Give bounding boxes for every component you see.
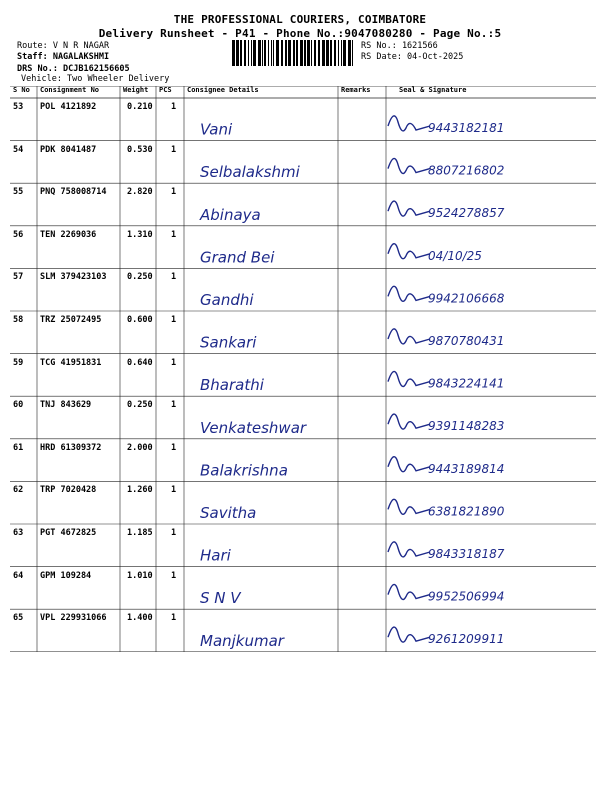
signature-scribble bbox=[388, 371, 430, 386]
row-consignment-no: TRZ 25072495 bbox=[40, 315, 102, 325]
row-pcs: 1 bbox=[171, 570, 177, 581]
signature-scribble bbox=[388, 201, 430, 216]
signature-scribble bbox=[388, 542, 430, 557]
row-pcs: 1 bbox=[171, 357, 177, 368]
row-weight: 0.640 bbox=[127, 357, 153, 368]
row-consignment-no: VPL 229931066 bbox=[40, 613, 107, 624]
consignee-name-handwritten: Grand Bei bbox=[200, 248, 275, 267]
signature-phone-handwritten: 9942106668 bbox=[428, 291, 505, 306]
consignee-name-handwritten: Manjkumar bbox=[200, 631, 284, 650]
signature-phone-handwritten: 9524278857 bbox=[428, 206, 505, 221]
signature-scribble bbox=[388, 116, 430, 131]
row-weight: 1.310 bbox=[127, 229, 153, 240]
consignee-name-handwritten: Vani bbox=[200, 120, 233, 139]
signature-scribble bbox=[388, 414, 430, 429]
signature-scribble bbox=[388, 244, 430, 259]
signature-phone-handwritten: 8807216802 bbox=[428, 163, 505, 178]
consignee-name-handwritten: Venkateshwar bbox=[200, 418, 307, 437]
signature-scribble bbox=[388, 158, 430, 173]
row-consignment-no: SLM 379423103 bbox=[40, 272, 107, 283]
col-header-sno: S No bbox=[13, 86, 30, 94]
row-pcs: 1 bbox=[171, 187, 177, 198]
row-pcs: 1 bbox=[171, 528, 177, 538]
barcode-icon bbox=[232, 40, 356, 66]
row-sno: 61 bbox=[13, 442, 24, 453]
signature-scribble bbox=[388, 329, 430, 344]
consignee-name-handwritten: Selbalakshmi bbox=[200, 163, 300, 182]
row-pcs: 1 bbox=[171, 144, 177, 155]
col-header-pcs: PCS bbox=[159, 86, 172, 94]
consignee-name-handwritten: Hari bbox=[200, 546, 231, 565]
row-weight: 0.250 bbox=[127, 272, 153, 283]
consignee-name-handwritten: Savitha bbox=[200, 504, 257, 522]
row-weight: 1.400 bbox=[127, 613, 153, 624]
row-sno: 55 bbox=[13, 187, 24, 198]
signature-phone-handwritten: 9952506994 bbox=[428, 589, 505, 604]
signature-scribble bbox=[388, 457, 430, 472]
signature-phone-handwritten: 04/10/25 bbox=[428, 248, 482, 263]
row-weight: 0.530 bbox=[127, 144, 153, 155]
row-sno: 53 bbox=[13, 102, 24, 112]
row-sno: 60 bbox=[13, 400, 24, 411]
row-pcs: 1 bbox=[171, 442, 177, 453]
route-label: Route: V N R NAGAR bbox=[17, 41, 110, 51]
row-pcs: 1 bbox=[171, 272, 177, 283]
row-sno: 56 bbox=[13, 229, 24, 240]
row-sno: 63 bbox=[13, 528, 24, 538]
row-weight: 2.000 bbox=[127, 442, 153, 453]
row-pcs: 1 bbox=[171, 229, 177, 240]
signature-phone-handwritten: 9443189814 bbox=[428, 461, 505, 476]
row-weight: 1.260 bbox=[127, 485, 153, 496]
row-consignment-no: POL 4121892 bbox=[40, 102, 97, 112]
row-consignment-no: TEN 2269036 bbox=[40, 229, 97, 240]
rs-number: RS No.: 1621566 bbox=[361, 41, 438, 51]
consignee-name-handwritten: S N V bbox=[200, 589, 241, 608]
col-header-seal: Seal & Signature bbox=[399, 86, 467, 94]
row-weight: 1.185 bbox=[127, 528, 153, 538]
row-consignment-no: PDK 8041487 bbox=[40, 144, 97, 155]
company-title: THE PROFESSIONAL COURIERS, COIMBATORE bbox=[173, 13, 427, 26]
consignee-name-handwritten: Sankari bbox=[200, 333, 257, 352]
col-header-remarks: Remarks bbox=[341, 86, 371, 94]
staff-label: Staff: NAGALAKSHMI bbox=[17, 52, 110, 62]
drs-number: DRS No.: DCJB162156605 bbox=[17, 64, 130, 74]
signature-phone-handwritten: 9843318187 bbox=[428, 547, 505, 561]
row-pcs: 1 bbox=[171, 400, 177, 411]
row-pcs: 1 bbox=[171, 613, 177, 624]
signature-scribble bbox=[388, 627, 430, 642]
col-header-consignee: Consignee Details bbox=[187, 86, 259, 94]
col-header-weight: Weight bbox=[123, 86, 149, 94]
row-weight: 0.210 bbox=[127, 102, 153, 112]
col-header-consignment: Consignment No bbox=[40, 86, 100, 94]
row-sno: 59 bbox=[13, 357, 24, 368]
row-pcs: 1 bbox=[171, 485, 177, 496]
row-sno: 65 bbox=[13, 613, 24, 624]
table-grid-lines bbox=[10, 86, 596, 652]
signature-phone-handwritten: 6381821890 bbox=[428, 504, 505, 519]
signature-scribble bbox=[388, 286, 430, 301]
row-pcs: 1 bbox=[171, 315, 177, 325]
consignee-name-handwritten: Abinaya bbox=[200, 205, 261, 224]
row-sno: 54 bbox=[13, 144, 24, 155]
row-pcs: 1 bbox=[171, 102, 177, 112]
signature-phone-handwritten: 9391148283 bbox=[428, 419, 505, 434]
row-consignment-no: PGT 4672825 bbox=[40, 528, 97, 538]
runsheet-table bbox=[10, 86, 596, 652]
handwriting-layer bbox=[10, 86, 596, 652]
row-weight: 1.010 bbox=[127, 570, 153, 581]
consignee-name-handwritten: Bharathi bbox=[200, 376, 264, 395]
vehicle-label: Vehicle: Two Wheeler Delivery bbox=[21, 74, 170, 84]
row-sno: 57 bbox=[13, 272, 24, 283]
signature-phone-handwritten: 9443182181 bbox=[428, 121, 505, 135]
row-sno: 64 bbox=[13, 570, 24, 581]
signature-scribble bbox=[388, 584, 430, 599]
consignee-name-handwritten: Gandhi bbox=[200, 291, 254, 309]
row-weight: 0.250 bbox=[127, 400, 153, 411]
row-consignment-no: HRD 61309372 bbox=[40, 442, 102, 453]
row-consignment-no: GPM 109284 bbox=[40, 570, 92, 581]
consignee-name-handwritten: Balakrishna bbox=[200, 461, 288, 480]
signature-phone-handwritten: 9843224141 bbox=[428, 376, 505, 391]
row-consignment-no: TNJ 843629 bbox=[40, 400, 92, 411]
runsheet-subtitle: Delivery Runsheet - P41 - Phone No.:9047080280 - Page No.:5 bbox=[98, 27, 502, 40]
row-sno: 62 bbox=[13, 485, 24, 496]
rs-date: RS Date: 04-Oct-2025 bbox=[361, 52, 464, 62]
signature-phone-handwritten: 9261209911 bbox=[428, 632, 505, 647]
row-sno: 58 bbox=[13, 315, 24, 325]
row-weight: 2.820 bbox=[127, 187, 153, 198]
row-weight: 0.600 bbox=[127, 315, 153, 325]
row-consignment-no: PNQ 758008714 bbox=[40, 187, 107, 198]
signature-scribble bbox=[388, 499, 430, 514]
signature-phone-handwritten: 9870780431 bbox=[428, 334, 505, 348]
row-consignment-no: TRP 7020428 bbox=[40, 485, 97, 496]
row-consignment-no: TCG 41951831 bbox=[40, 357, 102, 368]
